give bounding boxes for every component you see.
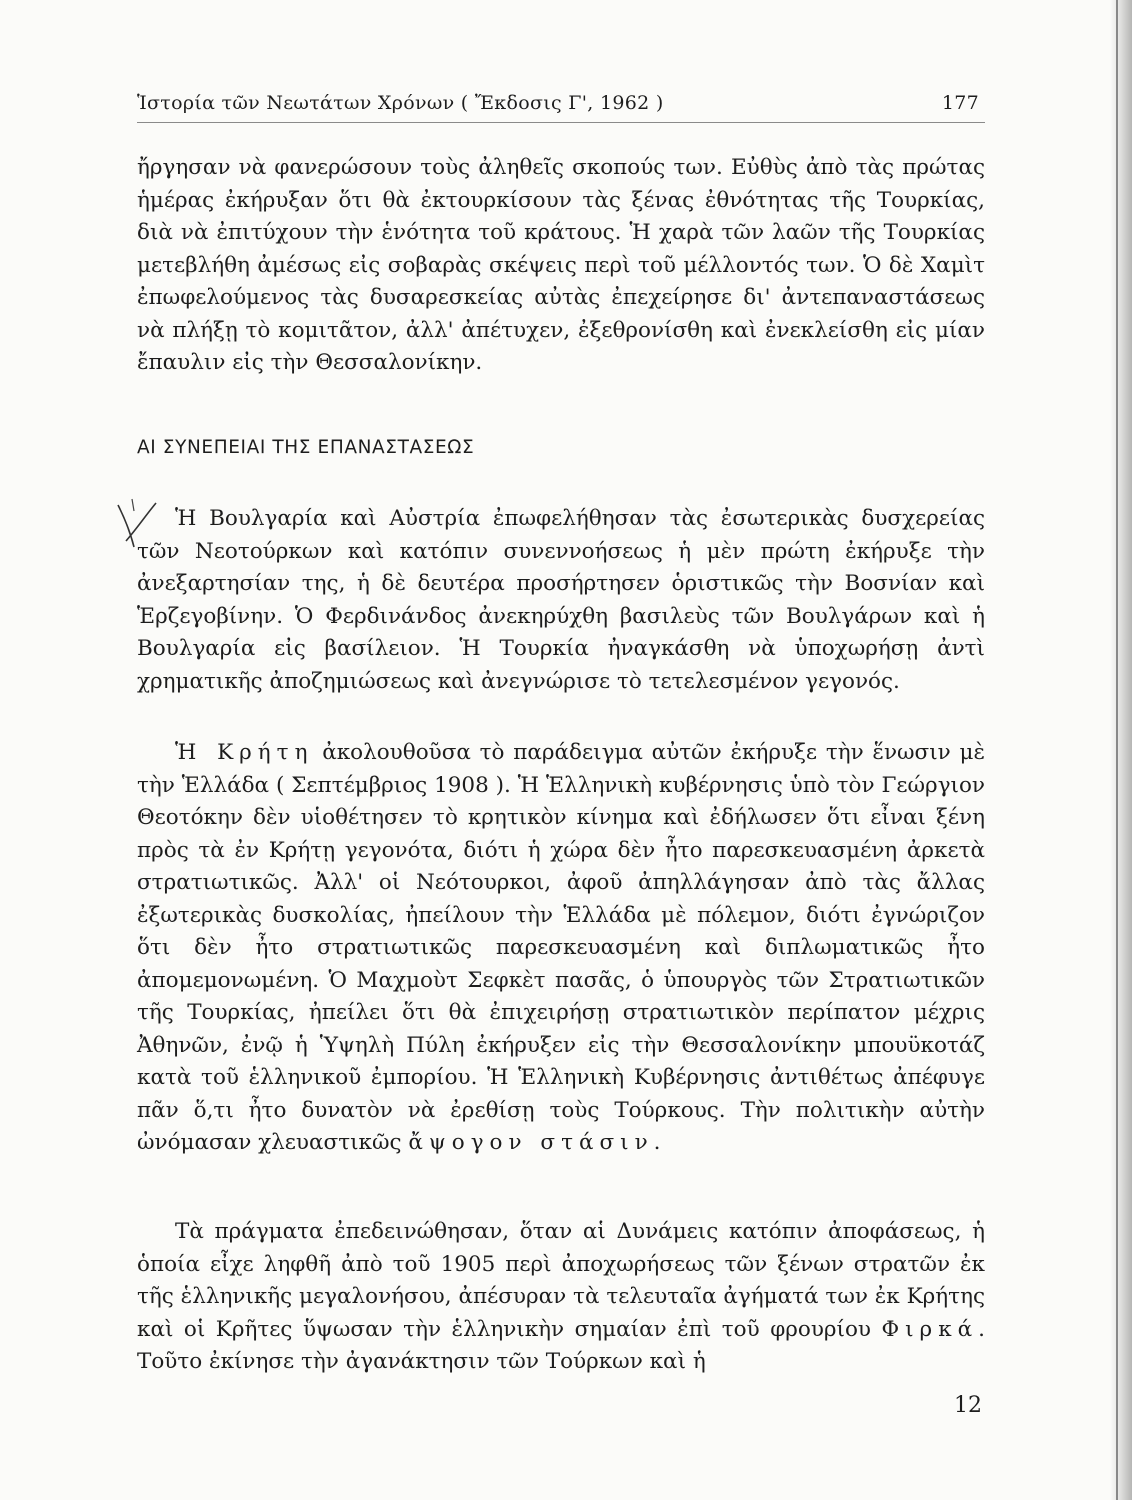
paragraph-1: ἤργησαν νὰ φανερώσουν τοὺς ἀληθεῖς σκοπούς των. Εὐθὺς ἀπὸ τὰς πρώτας ἡμέρας ἐκήρυξαν ὅτι θὰ ἐκτουρκίσουν τὰς ξένας ἐθνότητας τῆς Τουρκίας, διὰ νὰ ἐπιτύχουν τὴν ἑνότητα τοῦ κράτους. Ἡ χαρὰ τῶν λαῶν τῆς Τουρκίας μετεβλήθη ἀμέσως εἰς σοβαρὰς σκέψεις περὶ τοῦ μέλλοντός των. Ὁ δὲ Χαμὶτ ἐπωφελούμενος τὰς δυσαρεσκείας αὐτὰς ἐπεχείρησε δι' ἀντεπαναστάσεως νὰ πλήξῃ τὸ κομιτᾶτον, ἀλλ' ἀπέτυχεν, ἐξεθρονίσθη καὶ ἐνεκλείσθη εἰς μίαν ἔπαυλιν εἰς τὴν Θεσσαλονίκην. (137, 155, 985, 375)
running-header (137, 88, 985, 123)
paragraph-3 (137, 737, 985, 1160)
section-heading: ΑΙ ΣΥΝΕΠΕΙΑΙ ΤΗΣ ΕΠΑΝΑΣΤΑΣΕΩΣ (137, 437, 475, 458)
page-number: 177 (941, 92, 979, 114)
signature-mark: 12 (954, 1393, 982, 1418)
paragraph-4-text: Τὰ πράγματα ἐπεδεινώθησαν, ὅταν αἱ Δυνάμεις κατόπιν ἀποφάσεως, ἡ ὁποία εἶχε ληφθῆ ἀπὸ τοῦ 1905 περὶ ἀποχωρήσεως τῶν ξένων στρατῶν ἐκ τῆς ἑλληνικῆς μεγαλονήσου, ἀπέσυραν τὰ τελευταῖα ἀγήματά των ἐκ Κρήτης καὶ οἱ Κρῆτες ὕψωσαν τὴν ἑλληνικὴν σημαίαν ἐπὶ τοῦ φρουρίου (137, 1219, 985, 1342)
spaced-emphasis-crete: Ἡ Κρήτη (175, 740, 314, 765)
spaced-emphasis-stasis: ἄψογον στάσιν. (408, 1130, 667, 1155)
book-spine-shadow (1110, 0, 1132, 1500)
paragraph-4-after: . Τοῦτο ἐκίνησε τὴν ἀγανάκτησιν τῶν Τούρκων καὶ ἡ (137, 1316, 985, 1374)
paragraph-3-text: ἀκολουθοῦσα τὸ παράδειγμα αὐτῶν ἐκήρυξε τὴν ἕνωσιν μὲ τὴν Ἑλλάδα ( Σεπτέμβριος 1908 ). Ἡ Ἑλληνικὴ κυβέρνησις ὑπὸ τὸν Γεώργιον Θεοτόκην δὲν υἱοθέτησεν τὸ κρητικὸν κίνημα καὶ ἐδήλωσεν ὅτι εἶναι ξένη πρὸς τὰ ἐν Κρήτῃ γεγονότα, διότι ἡ χώρα δὲν ἦτο παρεσκευασμένη ἀρκετὰ στρατιωτικῶς. Ἀλλ' οἱ Νεότουρκοι, ἀφοῦ ἀπηλλάγησαν ἀπὸ τὰς ἄλλας ἐξωτερικὰς δυσκολίας, ἠπείλουν τὴν Ἑλλάδα μὲ πόλεμον, διότι ἐγνώριζον ὅτι δὲν ἦτο στρατιωτικῶς παρεσκευασμένη καὶ διπλωματικῶς ἦτο ἀπομεμονωμένη. Ὁ Μαχμοὺτ Σεφκὲτ πασᾶς, ὁ ὑπουργὸς τῶν Στρατιωτικῶν τῆς Τουρκίας, ἠπείλει ὅτι θὰ ἐπιχειρήσῃ στρατιωτικὸν περίπατον μέχρις Ἀθηνῶν, ἐνῷ ἡ Ὑψηλὴ Πύλη ἐκήρυξεν εἰς τὴν Θεσσαλονίκην μπουϋκοτάζ κατὰ τοῦ ἑλληνικοῦ ἐμπορίου. Ἡ Ἑλληνικὴ Κυβέρνησις ἀντιθέτως ἀπέφυγε πᾶν ὅ,τι ἦτο δυνατὸν νὰ ἐρεθίσῃ τοὺς Τούρκους. Τὴν πολιτικὴν αὐτὴν ὠνόμασαν χλευαστικῶς (137, 740, 985, 1155)
spaced-emphasis-firka: Φιρκά (881, 1316, 979, 1342)
paragraph-4 (137, 1216, 985, 1379)
running-title: Ἱστορία τῶν Νεωτάτων Χρόνων ( Ἔκδοσις Γ', 1962 ) (137, 92, 664, 114)
paragraph-2: Ἡ Βουλγαρία καὶ Αὐστρία ἐπωφελήθησαν τὰς ἐσωτερικὰς δυσχερείας τῶν Νεοτούρκων καὶ κατόπιν συνεννοήσεως ἡ μὲν πρώτη ἐκήρυξε τὴν ἀνεξαρτησίαν της, ἡ δὲ δευτέρα προσήρτησεν ὁριστικῶς τὴν Βοσνίαν καὶ Ἑρζεγοβίνην. Ὁ Φερδινάνδος ἀνεκηρύχθη βασιλεὺς τῶν Βουλγάρων καὶ ἡ Βουλγαρία εἰς βασίλειον. Ἡ Τουρκία ἠναγκάσθη νὰ ὑποχωρήσῃ ἀντὶ χρηματικῆς ἀποζημιώσεως καὶ ἀνεγνώρισε τὸ τετελεσμένον γεγονός. (137, 506, 985, 694)
book-spine-edge (1116, 0, 1118, 1500)
